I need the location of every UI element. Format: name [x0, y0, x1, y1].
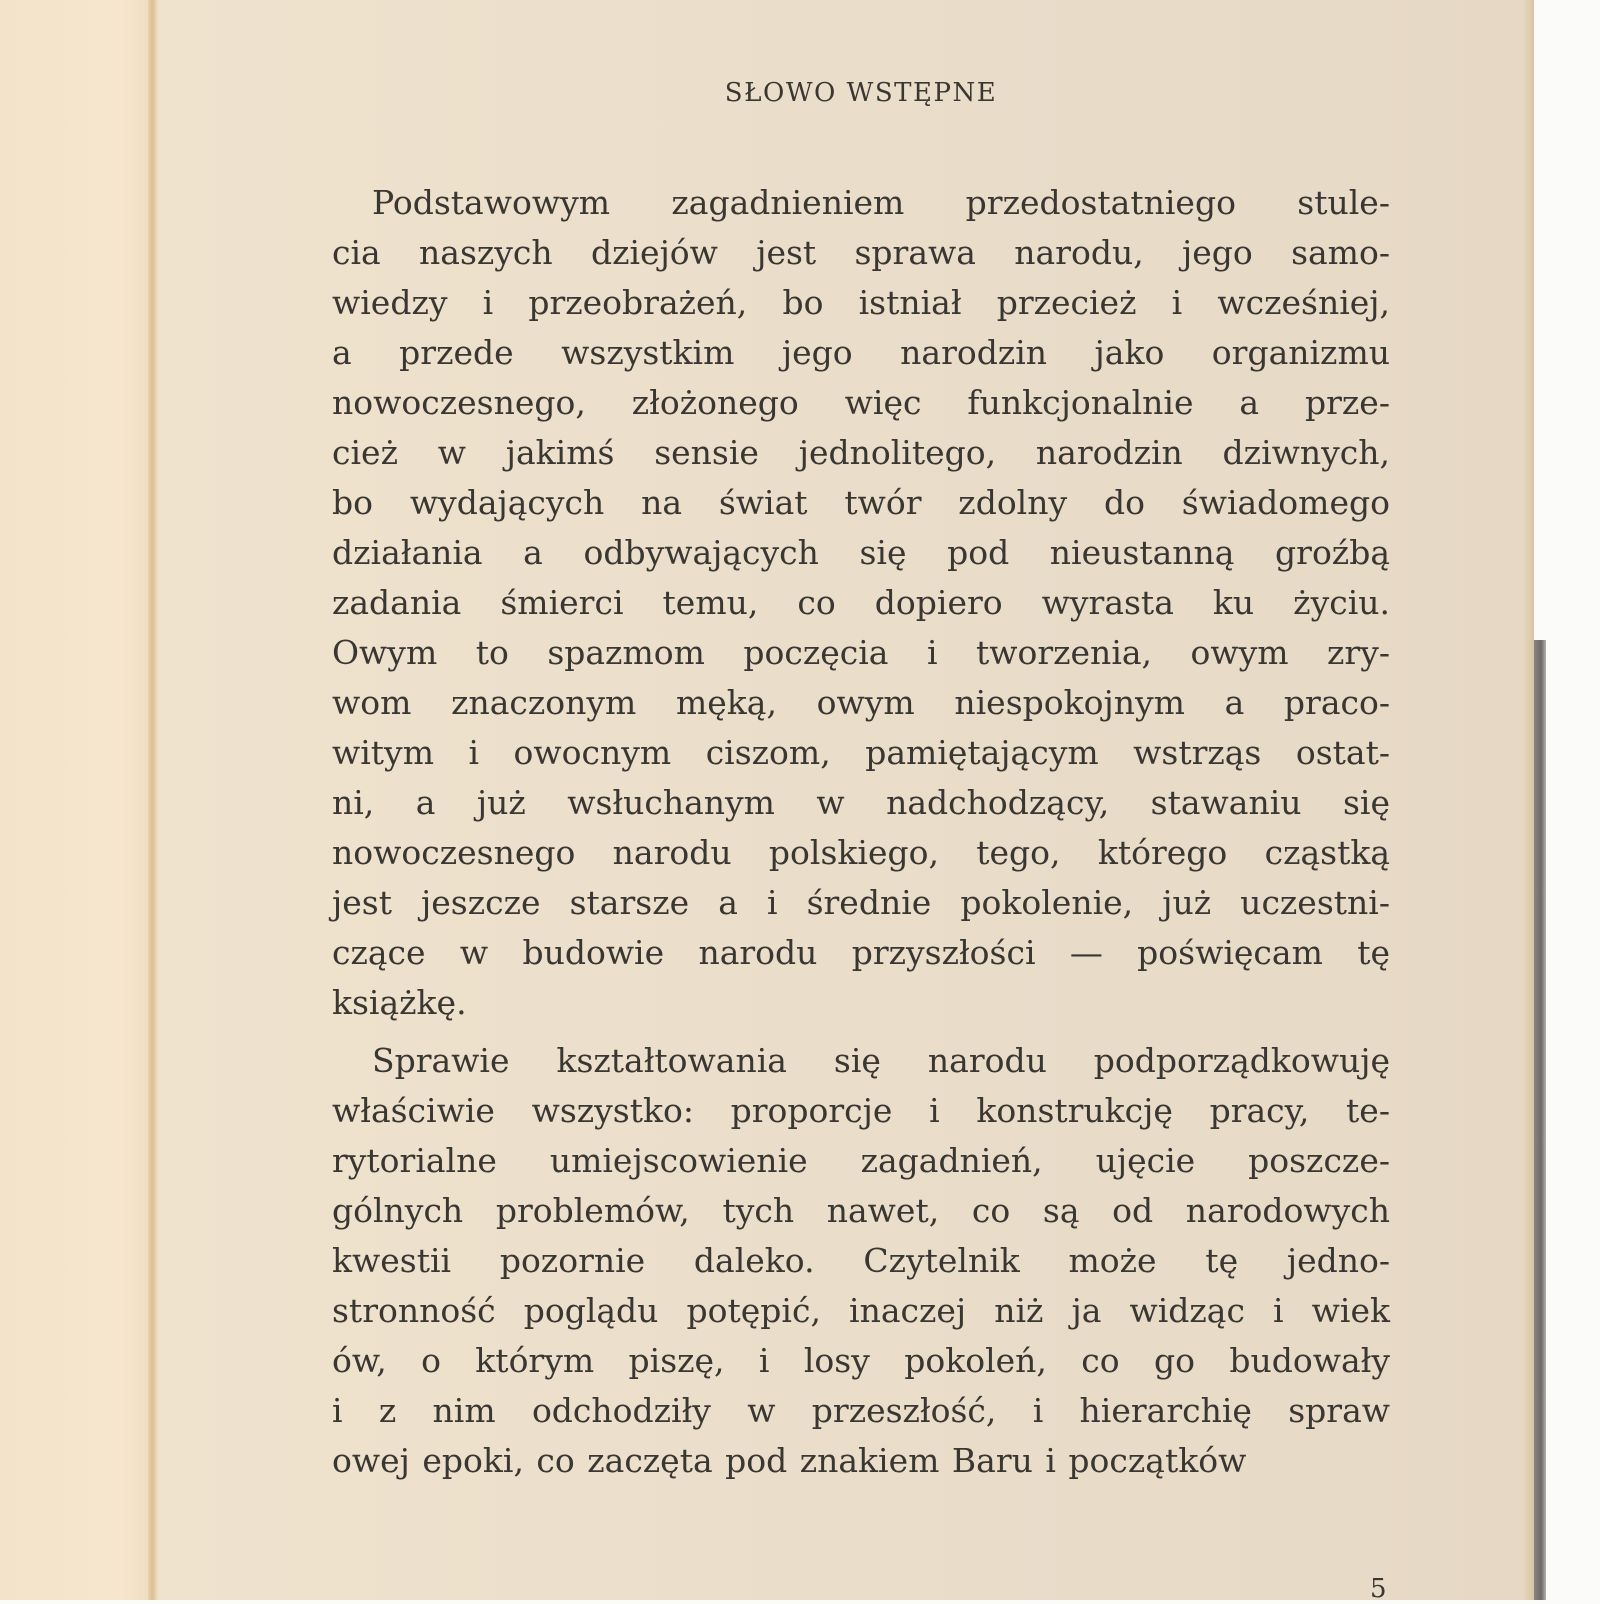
text-line: bo wydających na świat twór zdolny do świadomego — [332, 483, 1390, 522]
left-page — [0, 0, 152, 1600]
text-line: wiedzy i przeobrażeń, bo istniał przecież i wcześniej, — [332, 283, 1390, 322]
text-line: rytorialne umiejscowienie zagadnień, ujęcie poszcze- — [332, 1141, 1390, 1180]
text-line: i z nim odchodziły w przeszłość, i hierarchię spraw — [332, 1391, 1390, 1430]
text-line: gólnych problemów, tych nawet, co są od narodowych — [332, 1191, 1390, 1230]
page-edge — [1524, 0, 1534, 1600]
text-line: owej epoki, co zaczęta pod znakiem Baru i początków — [332, 1441, 1247, 1480]
page-text — [332, 78, 1390, 1494]
text-line: działania a odbywających się pod nieustanną groźbą — [332, 533, 1390, 572]
text-line: ów, o którym piszę, i losy pokoleń, co go budowały — [332, 1341, 1390, 1380]
text-line: ni, a już wsłuchanym w nadchodzący, stawaniu się — [332, 783, 1390, 822]
text-line: kwestii pozornie daleko. Czytelnik może tę jedno- — [332, 1241, 1390, 1280]
text-line: cia naszych dziejów jest sprawa narodu, jego samo- — [332, 233, 1390, 272]
text-line: a przede wszystkim jego narodzin jako organizmu — [332, 333, 1390, 372]
text-line: nowoczesnego, złożonego więc funkcjonalnie a prze- — [332, 383, 1390, 422]
book-gutter — [148, 0, 158, 1600]
text-line: cież w jakimś sensie jednolitego, narodzin dziwnych, — [332, 433, 1390, 472]
text-line: Podstawowym zagadnieniem przedostatniego stule- — [372, 183, 1390, 222]
text-line: nowoczesnego narodu polskiego, tego, którego cząstką — [332, 833, 1390, 872]
page-number: 5 — [1370, 1574, 1387, 1604]
book-cover-edge — [1534, 640, 1546, 1600]
paragraph-1 — [332, 178, 1390, 1028]
chapter-title: SŁOWO WSTĘPNE — [724, 78, 998, 108]
text-line: zadania śmierci temu, co dopiero wyrasta ku życiu. — [332, 583, 1390, 622]
text-line: wom znaczonym męką, owym niespokojnym a praco- — [332, 683, 1390, 722]
text-line: czące w budowie narodu przyszłości — poświęcam tę — [332, 933, 1390, 972]
text-line: jest jeszcze starsze a i średnie pokolenie, już uczestni- — [332, 883, 1390, 922]
paragraph-2 — [332, 1036, 1390, 1486]
text-line: Sprawie kształtowania się narodu podporządkowuję — [372, 1041, 1390, 1080]
text-line: Owym to spazmom poczęcia i tworzenia, owym zry- — [332, 633, 1390, 672]
text-line: witym i owocnym ciszom, pamiętającym wstrząs ostat- — [332, 733, 1390, 772]
text-line: książkę. — [332, 983, 467, 1022]
text-line: właściwie wszystko: proporcje i konstrukcję pracy, te- — [332, 1091, 1390, 1130]
text-line: stronność poglądu potępić, inaczej niż ja widząc i wiek — [332, 1291, 1390, 1330]
